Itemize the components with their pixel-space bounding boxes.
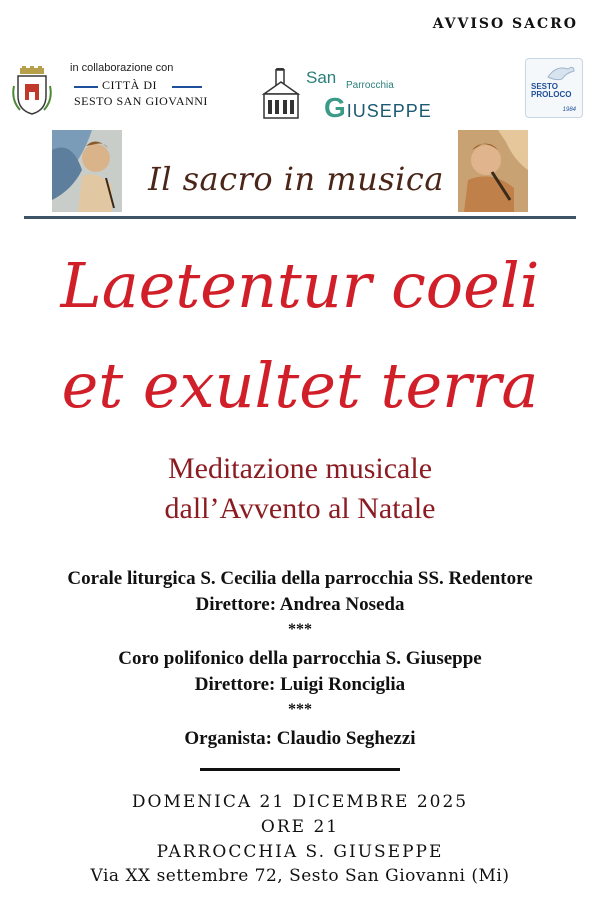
angel-painting-right-icon — [458, 130, 528, 212]
choir2-director: Direttore: Luigi Ronciglia — [194, 674, 406, 695]
divider-line — [172, 86, 202, 88]
proloco-year: 1984 — [562, 107, 576, 113]
event-date: DOMENICA 21 DICEMBRE 2025 — [131, 792, 469, 812]
collaboration-text: in collaborazione con — [70, 62, 174, 74]
parrocchia-word: Parrocchia — [346, 80, 394, 91]
event-venue: PARROCCHIA S. GIUSEPPE — [156, 842, 444, 862]
choir1-name: Corale liturgica S. Cecilia della parrocchia SS. Redentore — [67, 568, 533, 589]
choir2-name: Coro polifonico della parrocchia S. Giuseppe — [118, 648, 482, 669]
dove-icon — [546, 63, 576, 83]
choir1-director: Direttore: Andrea Noseda — [195, 594, 405, 615]
citta-line1: CITTÀ DI — [102, 78, 157, 92]
separator-stars: *** — [288, 621, 312, 638]
avviso-sacro-label: AVVISO SACRO — [432, 16, 578, 32]
church-icon — [260, 68, 302, 120]
giuseppe-rest: IUSEPPE — [346, 101, 432, 121]
banner-title: Il sacro in musica — [148, 160, 444, 198]
event-address: Via XX settembre 72, Sesto San Giovanni (Mi) — [90, 866, 510, 886]
separator-stars: *** — [288, 701, 312, 718]
citta-logo — [12, 62, 212, 122]
san-word: San — [306, 68, 337, 87]
subtitle-line2: dall’Avvento al Natale — [164, 492, 436, 525]
proloco-logo — [525, 58, 583, 118]
proloco-name-top: SESTO — [531, 82, 558, 91]
giuseppe-initial: G — [324, 92, 347, 123]
section-divider — [200, 768, 400, 771]
angel-painting-left-icon — [52, 130, 122, 212]
subtitle-line1: Meditazione musicale — [167, 452, 433, 485]
proloco-name — [531, 83, 571, 99]
organist: Organista: Claudio Seghezzi — [184, 728, 416, 749]
banner-divider — [24, 216, 576, 219]
event-time: ORE 21 — [260, 817, 340, 837]
divider-line — [74, 86, 98, 88]
city-crest-icon — [12, 66, 52, 116]
banner — [50, 130, 530, 216]
parrocchia-logo — [260, 64, 460, 124]
giuseppe-word — [324, 92, 432, 124]
proloco-name-bottom: PROLOCO — [531, 90, 572, 99]
main-title-line2: et exultet terra — [61, 349, 539, 422]
citta-line2: SESTO SAN GIOVANNI — [74, 94, 208, 108]
main-title-line1: Laetentur coeli — [60, 249, 540, 322]
